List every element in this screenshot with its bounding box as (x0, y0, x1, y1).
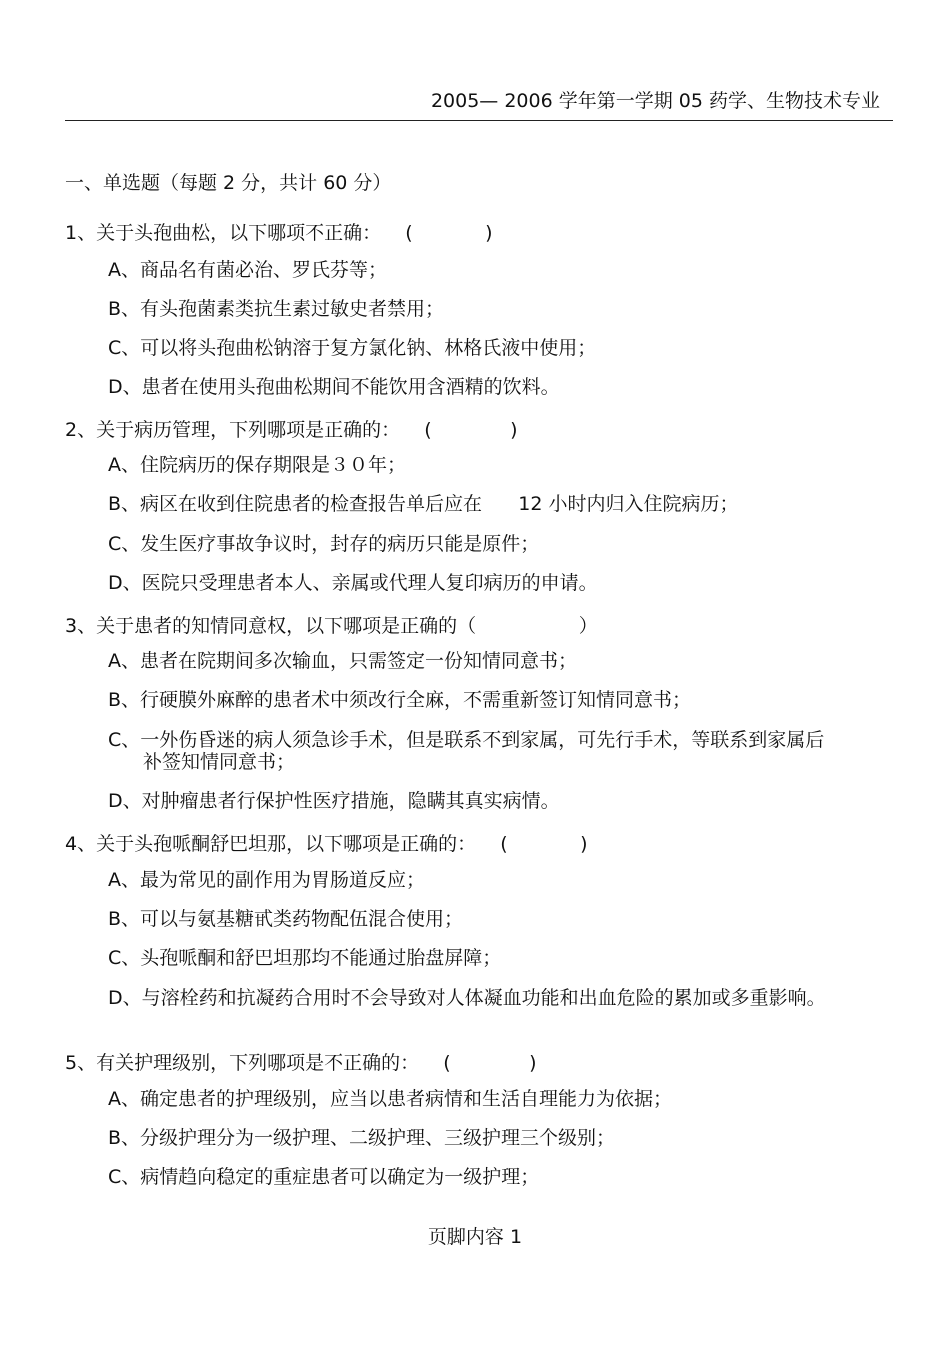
question-5-option-c: C、病情趋向稳定的重症患者可以确定为一级护理； (108, 1166, 540, 1188)
question-5-option-a: A、确定患者的护理级别，应当以患者病情和生活自理能力为依据； (108, 1088, 672, 1110)
section-title: 一、单选题（每题 2 分，共计 60 分） (65, 172, 392, 194)
question-5-stem: 5、有关护理级别，下列哪项是不正确的： ( ) (65, 1052, 537, 1074)
question-4-option-c: C、头孢哌酮和舒巴坦那均不能通过胎盘屏障； (108, 947, 502, 969)
question-3-option-b: B、行硬膜外麻醉的患者术中须改行全麻，不需重新签订知情同意书； (108, 689, 692, 711)
question-1-option-d: D、患者在使用头孢曲松期间不能饮用含酒精的饮料。 (108, 376, 560, 398)
question-3-stem: 3、关于患者的知情同意权，以下哪项是正确的（ ） (65, 615, 598, 637)
question-1-stem: 1、关于头孢曲松，以下哪项不正确： ( ) (65, 222, 493, 244)
question-4-option-b: B、可以与氨基糖甙类药物配伍混合使用； (108, 908, 464, 930)
question-4-option-d: D、与溶栓药和抗凝药合用时不会导致对人体凝血功能和出血危险的累加或多重影响。 (108, 987, 826, 1009)
question-2-option-b: B、病区在收到住院患者的检查报告单后应在 12 小时内归入住院病历； (108, 493, 739, 515)
question-5-option-b: B、分级护理分为一级护理、二级护理、三级护理三个级别； (108, 1127, 616, 1149)
question-3-option-d: D、对肿瘤患者行保护性医疗措施，隐瞒其真实病情。 (108, 790, 560, 812)
question-3-option-a: A、患者在院期间多次输血，只需签定一份知情同意书； (108, 650, 577, 672)
header-rule (65, 120, 893, 121)
page-footer: 页脚内容 1 (427, 1226, 523, 1248)
question-1-option-b: B、有头孢菌素类抗生素过敏史者禁用； (108, 298, 445, 320)
question-2-option-a: A、住院病历的保存期限是３０年； (108, 454, 406, 476)
page-header: 2005— 2006 学年第一学期 05 药学、生物技术专业 (430, 90, 880, 112)
question-2-stem: 2、关于病历管理，下列哪项是正确的： ( ) (65, 419, 518, 441)
question-2-option-d: D、医院只受理患者本人、亲属或代理人复印病历的申请。 (108, 572, 598, 594)
question-1-option-a: A、商品名有菌必治、罗氏芬等； (108, 259, 387, 281)
question-1-option-c: C、可以将头孢曲松钠溶于复方氯化钠、林格氏液中使用； (108, 337, 597, 359)
question-4-option-a: A、最为常见的副作用为胃肠道反应； (108, 869, 425, 891)
question-2-option-c: C、发生医疗事故争议时，封存的病历只能是原件； (108, 533, 540, 555)
question-3-option-c: C、一外伤昏迷的病人须急诊手术，但是联系不到家属，可先行手术，等联系到家属后补签知情同意书； (108, 729, 825, 773)
question-4-stem: 4、关于头孢哌酮舒巴坦那，以下哪项是正确的： ( ) (65, 833, 588, 855)
